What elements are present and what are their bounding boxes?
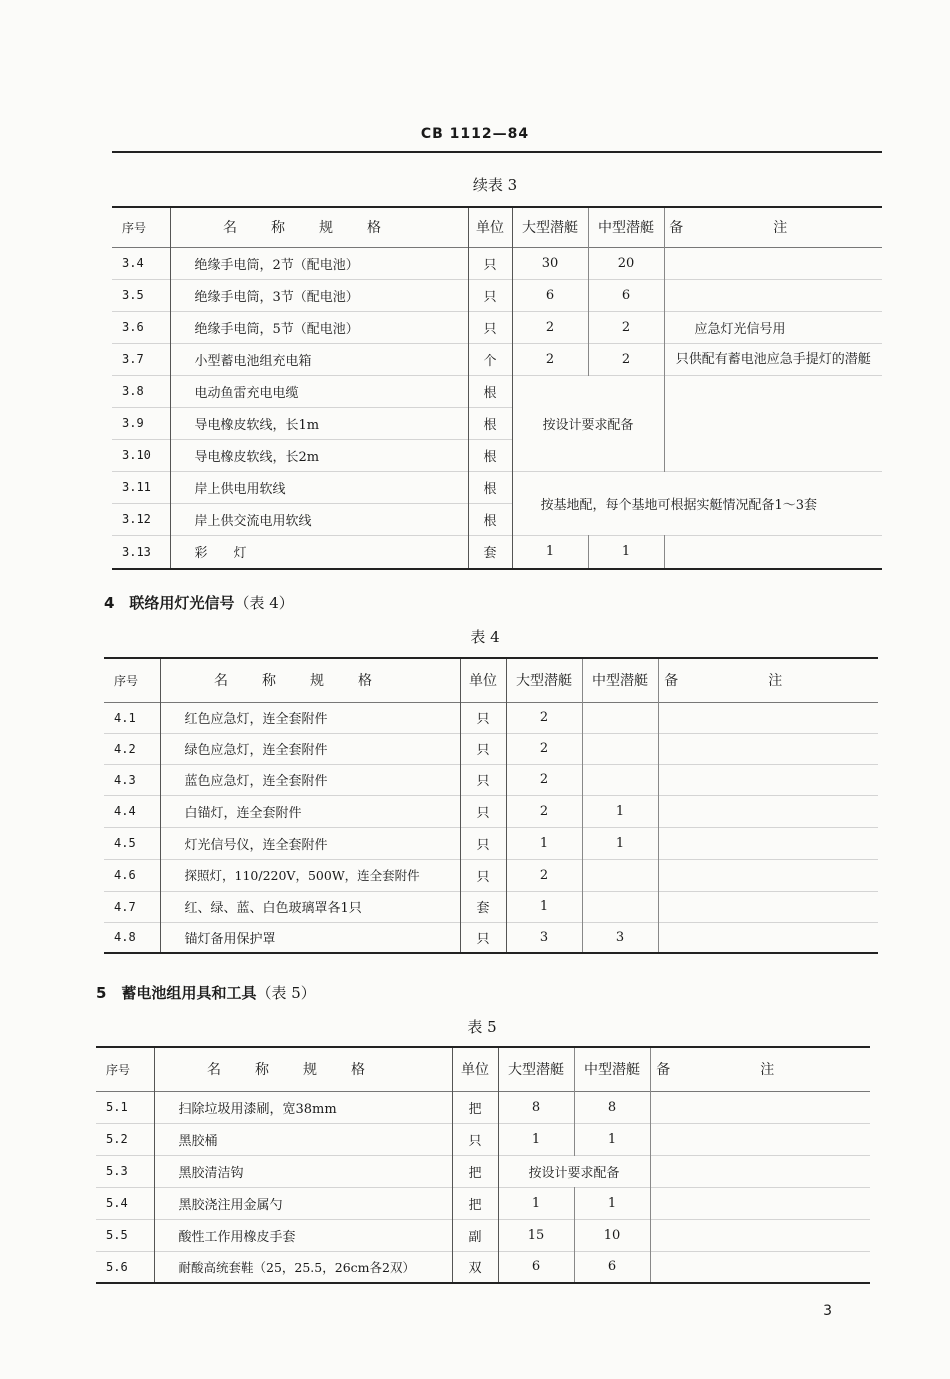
table5-caption: 表 5 xyxy=(467,1018,497,1036)
col-header-unit: 单位 xyxy=(468,207,512,247)
document-code: CB 1112—84 xyxy=(420,126,530,142)
table-row: 3.13 彩 灯 套 1 1 xyxy=(112,535,882,569)
table-row: 4.5 灯光信号仪，连全套附件 只 1 1 xyxy=(104,827,878,859)
table-row: 3.6 绝缘手电筒，5节（配电池） 只 2 2 应急灯光信号用 xyxy=(112,311,882,343)
table-row: 3.11 岸上供电用软线 根 按基地配，每个基地可根据实艇情况配备1～3套 xyxy=(112,471,882,503)
table-row: 3.8 电动鱼雷充电电缆 根 按设计要求配备 xyxy=(112,375,882,407)
table-row: 3.9 导电橡皮软线，长1m 根 xyxy=(112,407,882,439)
merged-design-note: 按设计要求配备 xyxy=(498,1155,650,1187)
table-row: 3.10 导电橡皮软线，长2m 根 xyxy=(112,439,882,471)
table-row: 3.4 绝缘手电筒，2节（配电池） 只 30 20 xyxy=(112,247,882,279)
section-4-heading: 4 联络用灯光信号（表 4） xyxy=(104,594,294,612)
table-row: 4.4 白锚灯，连全套附件 只 2 1 xyxy=(104,795,878,827)
table-row: 5.6 耐酸高统套鞋（25，25.5，26cm各2双） 双 6 6 xyxy=(96,1251,870,1283)
table3-caption: 续表 3 xyxy=(472,176,518,194)
page-number: 3 xyxy=(823,1303,832,1319)
header-rule xyxy=(112,151,882,153)
col-header-no: 序号 xyxy=(122,220,147,235)
col-header-large-sub: 大型潜艇 xyxy=(512,207,588,247)
section-5-heading: 5 蓄电池组用具和工具（表 5） xyxy=(96,984,316,1002)
col-header-name: 名称规格 xyxy=(170,207,468,247)
table-row: 5.1 扫除垃圾用漆刷，宽38mm 把 8 8 xyxy=(96,1091,870,1123)
table5: 序号 名称规格 单位 大型潜艇 中型潜艇 备注 5.1 扫除垃圾用漆刷，宽38mm 把 8 8 5.2 黑胶桶 只 1 1 5.3 黑胶清洁钩 把 按设计要求配备 5.4 黑胶浇注用金属勺 把 1 1 5.5 酸性工作用橡皮手套 副 15 10 5.6 耐酸高统套鞋（25，25.5，26cm各2双） 双 6 6 xyxy=(96,1046,870,1284)
note-cell: 只供配有蓄电池应急手提灯的潜艇 xyxy=(675,351,871,367)
table-row: 4.1 红色应急灯，连全套附件 只 2 xyxy=(104,702,878,733)
merged-design-note: 按设计要求配备 xyxy=(512,375,664,471)
table-row: 4.3 蓝色应急灯，连全套附件 只 2 xyxy=(104,764,878,795)
table-row: 5.4 黑胶浇注用金属勺 把 1 1 xyxy=(96,1187,870,1219)
table-row: 5.3 黑胶清洁钩 把 按设计要求配备 xyxy=(96,1155,870,1187)
table-row: 4.2 绿色应急灯，连全套附件 只 2 xyxy=(104,733,878,764)
table-row: 4.7 红、绿、蓝、白色玻璃罩各1只 套 1 xyxy=(104,891,878,922)
table4-caption: 表 4 xyxy=(470,628,500,646)
merged-base-note: 按基地配，每个基地可根据实艇情况配备1～3套 xyxy=(540,497,818,513)
table-row: 4.6 探照灯，110/220V，500W，连全套附件 只 2 xyxy=(104,859,878,891)
table4: 序号 名称规格 单位 大型潜艇 中型潜艇 备注 4.1 红色应急灯，连全套附件 只 2 4.2 绿色应急灯，连全套附件 只 2 4.3 蓝色应急灯，连全套附件 只 2 4.4 白锚灯，连全套附件 只 2 1 4.5 灯光信号仪，连全套附件 只 1 1 4.6 探照灯，110/220V，500W，连全套附件 只 2 4.7 红、绿、蓝、白色玻璃罩各1只 套 1 4.8 锚灯备用保护罩 只 3 3 xyxy=(104,657,878,954)
table-row: 5.5 酸性工作用橡皮手套 副 15 10 xyxy=(96,1219,870,1251)
table-row: 3.7 小型蓄电池组充电箱 个 2 2 只供配有蓄电池应急手提灯的潜艇 xyxy=(112,343,882,375)
table3 xyxy=(112,206,882,570)
table-row: 3.5 绝缘手电筒，3节（配电池） 只 6 6 xyxy=(112,279,882,311)
table-row: 5.2 黑胶桶 只 1 1 xyxy=(96,1123,870,1155)
col-header-medium-sub: 中型潜艇 xyxy=(588,207,664,247)
col-header-note: 备注 xyxy=(669,220,878,237)
table-row: 3.12 岸上供交流电用软线 根 xyxy=(112,503,882,535)
table-row: 4.8 锚灯备用保护罩 只 3 3 xyxy=(104,922,878,953)
